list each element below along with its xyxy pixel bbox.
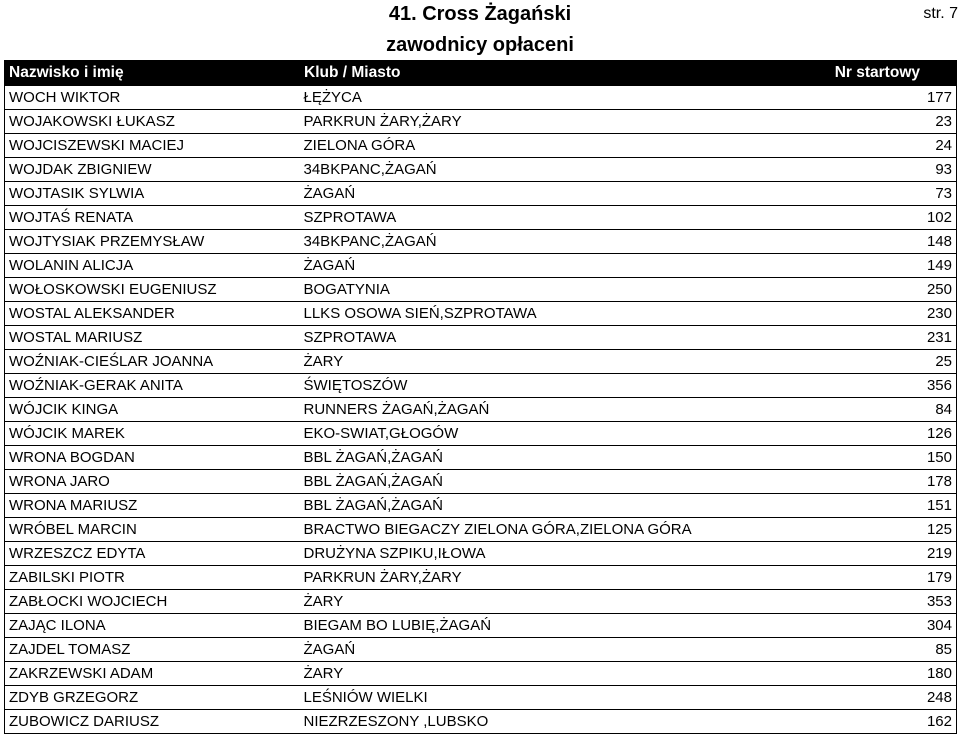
cell-name: WOCH WIKTOR xyxy=(5,86,300,110)
cell-club: ŁĘŻYCA xyxy=(300,86,800,110)
cell-bib-number: 24 xyxy=(800,134,957,158)
cell-bib-number: 126 xyxy=(800,422,957,446)
cell-bib-number: 304 xyxy=(800,614,957,638)
cell-name: ZABILSKI PIOTR xyxy=(5,566,300,590)
cell-bib-number: 230 xyxy=(800,302,957,326)
column-header-club: Klub / Miasto xyxy=(300,61,800,86)
cell-name: WÓJCIK MAREK xyxy=(5,422,300,446)
cell-bib-number: 151 xyxy=(800,494,957,518)
cell-name: WRONA JARO xyxy=(5,470,300,494)
cell-club: BBL ŻAGAŃ,ŻAGAŃ xyxy=(300,446,800,470)
cell-club: SZPROTAWA xyxy=(300,326,800,350)
cell-name: ZABŁOCKI WOJCIECH xyxy=(5,590,300,614)
cell-name: WOSTAL ALEKSANDER xyxy=(5,302,300,326)
cell-bib-number: 73 xyxy=(800,182,957,206)
cell-bib-number: 25 xyxy=(800,350,957,374)
cell-club: LEŚNIÓW WIELKI xyxy=(300,686,800,710)
cell-club: ŻAGAŃ xyxy=(300,254,800,278)
cell-bib-number: 177 xyxy=(800,86,957,110)
cell-bib-number: 179 xyxy=(800,566,957,590)
cell-name: WOJCISZEWSKI MACIEJ xyxy=(5,134,300,158)
cell-bib-number: 250 xyxy=(800,278,957,302)
cell-name: WOJDAK ZBIGNIEW xyxy=(5,158,300,182)
cell-club: BBL ŻAGAŃ,ŻAGAŃ xyxy=(300,494,800,518)
cell-name: WOSTAL MARIUSZ xyxy=(5,326,300,350)
cell-name: WOŁOSKOWSKI EUGENIUSZ xyxy=(5,278,300,302)
table-row xyxy=(5,206,957,230)
cell-bib-number: 23 xyxy=(800,110,957,134)
table-row xyxy=(5,590,957,614)
table-row xyxy=(5,470,957,494)
table-row xyxy=(5,110,957,134)
table-row xyxy=(5,398,957,422)
cell-bib-number: 148 xyxy=(800,230,957,254)
table-row xyxy=(5,326,957,350)
cell-name: ZAJĄC ILONA xyxy=(5,614,300,638)
table-row xyxy=(5,566,957,590)
cell-name: WOJTASIK SYLWIA xyxy=(5,182,300,206)
cell-bib-number: 248 xyxy=(800,686,957,710)
cell-club: ŻARY xyxy=(300,350,800,374)
cell-bib-number: 149 xyxy=(800,254,957,278)
cell-club: EKO-SWIAT,GŁOGÓW xyxy=(300,422,800,446)
cell-bib-number: 162 xyxy=(800,710,957,734)
cell-name: ZDYB GRZEGORZ xyxy=(5,686,300,710)
table-row xyxy=(5,446,957,470)
table-row xyxy=(5,254,957,278)
table-row xyxy=(5,278,957,302)
cell-name: ZAKRZEWSKI ADAM xyxy=(5,662,300,686)
participants-table xyxy=(4,60,957,734)
table-row xyxy=(5,422,957,446)
table-row xyxy=(5,158,957,182)
column-header-number: Nr startowy xyxy=(800,61,957,86)
table-row xyxy=(5,662,957,686)
table-row xyxy=(5,686,957,710)
cell-club: 34BKPANC,ŻAGAŃ xyxy=(300,158,800,182)
cell-name: WÓJCIK KINGA xyxy=(5,398,300,422)
page-number: str. 7 xyxy=(923,5,958,22)
cell-club: DRUŻYNA SZPIKU,IŁOWA xyxy=(300,542,800,566)
cell-club: BOGATYNIA xyxy=(300,278,800,302)
cell-club: BIEGAM BO LUBIĘ,ŻAGAŃ xyxy=(300,614,800,638)
cell-name: ZUBOWICZ DARIUSZ xyxy=(5,710,300,734)
cell-club: RUNNERS ŻAGAŃ,ŻAGAŃ xyxy=(300,398,800,422)
cell-bib-number: 219 xyxy=(800,542,957,566)
cell-bib-number: 178 xyxy=(800,470,957,494)
table-row xyxy=(5,494,957,518)
cell-name: WOŹNIAK-CIEŚLAR JOANNA xyxy=(5,350,300,374)
table-row xyxy=(5,134,957,158)
cell-bib-number: 150 xyxy=(800,446,957,470)
cell-bib-number: 93 xyxy=(800,158,957,182)
cell-name: WOJTYSIAK PRZEMYSŁAW xyxy=(5,230,300,254)
table-row xyxy=(5,710,957,734)
table-row xyxy=(5,182,957,206)
cell-bib-number: 180 xyxy=(800,662,957,686)
cell-name: WRONA BOGDAN xyxy=(5,446,300,470)
table-row xyxy=(5,350,957,374)
cell-club: BRACTWO BIEGACZY ZIELONA GÓRA,ZIELONA GÓRA xyxy=(300,518,800,542)
cell-club: PARKRUN ŻARY,ŻARY xyxy=(300,110,800,134)
cell-club: SZPROTAWA xyxy=(300,206,800,230)
cell-club: ZIELONA GÓRA xyxy=(300,134,800,158)
cell-bib-number: 231 xyxy=(800,326,957,350)
cell-club: NIEZRZESZONY ,LUBSKO xyxy=(300,710,800,734)
cell-club: ŚWIĘTOSZÓW xyxy=(300,374,800,398)
table-row xyxy=(5,638,957,662)
cell-club: 34BKPANC,ŻAGAŃ xyxy=(300,230,800,254)
table-row xyxy=(5,86,957,110)
cell-club: ŻARY xyxy=(300,590,800,614)
cell-bib-number: 102 xyxy=(800,206,957,230)
cell-bib-number: 85 xyxy=(800,638,957,662)
cell-name: WOŹNIAK-GERAK ANITA xyxy=(5,374,300,398)
table-row xyxy=(5,374,957,398)
table-body xyxy=(5,86,957,734)
cell-club: LLKS OSOWA SIEŃ,SZPROTAWA xyxy=(300,302,800,326)
table-row xyxy=(5,230,957,254)
cell-name: WRONA MARIUSZ xyxy=(5,494,300,518)
cell-bib-number: 84 xyxy=(800,398,957,422)
column-header-name: Nazwisko i imię xyxy=(5,61,300,86)
cell-name: WOJAKOWSKI ŁUKASZ xyxy=(5,110,300,134)
cell-club: ŻAGAŃ xyxy=(300,638,800,662)
cell-club: ŻARY xyxy=(300,662,800,686)
cell-club: BBL ŻAGAŃ,ŻAGAŃ xyxy=(300,470,800,494)
cell-name: ZAJDEL TOMASZ xyxy=(5,638,300,662)
cell-club: ŻAGAŃ xyxy=(300,182,800,206)
page-title: 41. Cross Żagański xyxy=(388,3,572,25)
table-row xyxy=(5,302,957,326)
cell-bib-number: 356 xyxy=(800,374,957,398)
cell-bib-number: 353 xyxy=(800,590,957,614)
cell-name: WOLANIN ALICJA xyxy=(5,254,300,278)
cell-name: WRZESZCZ EDYTA xyxy=(5,542,300,566)
table-row xyxy=(5,542,957,566)
cell-club: PARKRUN ŻARY,ŻARY xyxy=(300,566,800,590)
table-row xyxy=(5,614,957,638)
cell-bib-number: 125 xyxy=(800,518,957,542)
cell-name: WOJTAŚ RENATA xyxy=(5,206,300,230)
page-subtitle: zawodnicy opłaceni xyxy=(386,34,574,56)
cell-name: WRÓBEL MARCIN xyxy=(5,518,300,542)
table-row xyxy=(5,518,957,542)
table-header xyxy=(5,61,957,86)
